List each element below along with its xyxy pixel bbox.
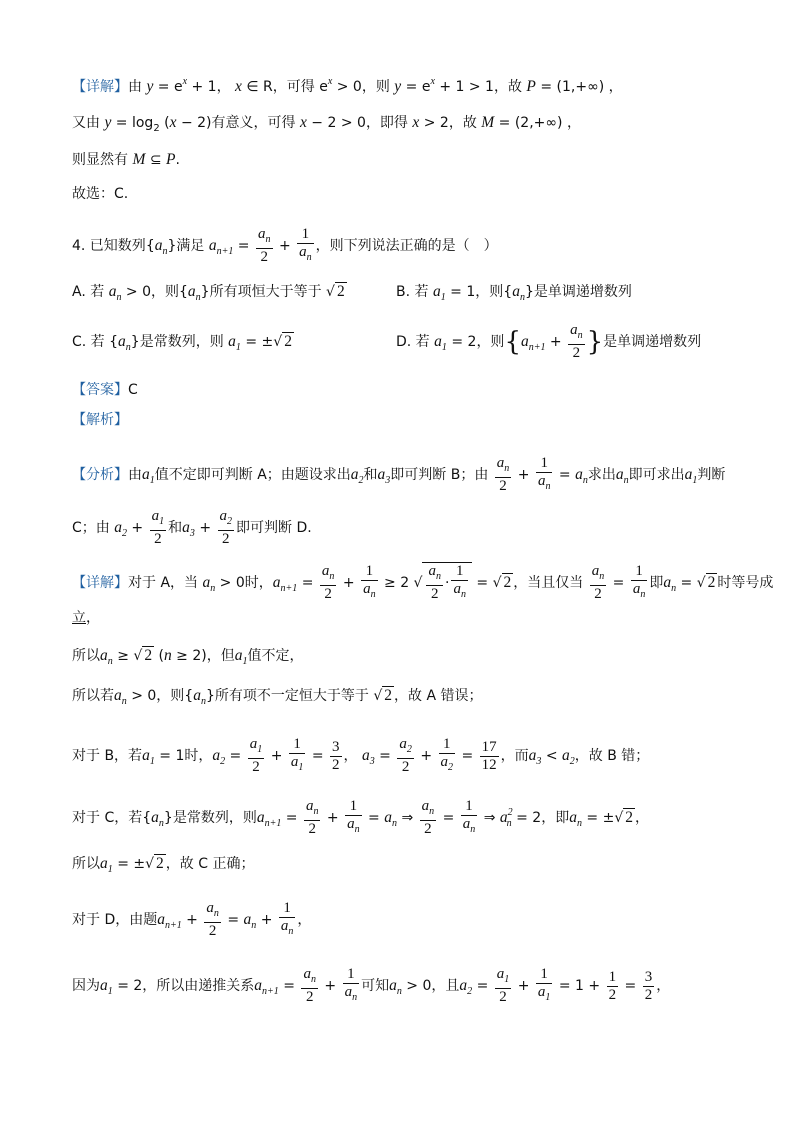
- option-b: B. 若 $a_1 = 1$，则$\{a_n\}$是单调递增数列: [396, 283, 632, 303]
- option-d: D. 若 $a_1 = 2$，则{$a_{n+1}$ + $\frac{a_n}{2}$ }是单调递增数列: [396, 322, 702, 361]
- detail-line-1: 【详解】由 $y = e^x + 1$， x ∈ R，可得 $e^x > 0$，则 $y = e^x + 1 > 1$，故 P = (1,+∞) ，: [72, 76, 623, 95]
- analysis-tag-line: [72, 410, 128, 430]
- detail-a-line: 【详解】对于 A，当 $a_n > 0$时，$a_{n+1}$ = $\frac{a_n}{2}$ + $\frac{1}{a_n}$ ≥ 2 √ $\frac{a_n}{2}$ · $\frac{1}{a_n}$ = √ 2 ，当且仅当 $\frac{a_n}{2}$ = $\frac{1}{a_n}$ 即$a_n$ = √ 2 时等号成: [72, 563, 774, 602]
- analysis-line-1: 【分析】由$a_1$值不定即可判断 A；由题设求出$a_2$和$a_3$即可判断 B；由 $\frac{a_n}{2}$ + $\frac{1}{a_n}$ = $a_n$求出$a_n$即可求出$a_1$判断: [72, 455, 726, 494]
- option-c: C. 若 $\{a_n\}$是常数列，则 $a_1$ = ±√ 2: [72, 333, 292, 353]
- detail-line-4: 所以若$a_n > 0$，则$\{a_n\}$所有项不一定恒大于等于 √ 2 ，故 A 错误；: [72, 687, 483, 707]
- detail-c-line: 对于 C，若$\{a_n\}$是常数列，则$a_{n+1}$ = $\frac{a_n}{2}$ + $\frac{1}{a_n}$ = $a_n$ ⇒ $\frac{a_n}{2}$ = $\frac{1}{a_n}$ ⇒ $a^2_n = 2$，即$a_n$ = ±√ 2 ，: [72, 798, 650, 837]
- detail-line-li: 立，: [72, 610, 100, 626]
- option-a: A. 若 $a_n > 0$，则$\{a_n\}$所有项恒大于等于 √ 2: [72, 283, 345, 303]
- detail-line-3b: 所以$a_n$ ≥ √ 2 (n ≥ 2)，但$a_1$值不定，: [72, 647, 304, 667]
- detail-d-line-2: 因为$a_1 = 2$，所以由递推关系$a_{n+1}$ = $\frac{a_n}{2}$ + $\frac{1}{a_n}$ 可知$a_n > 0$，且$a_2$ = $\frac{a_1}{2}$ + $\frac{1}{a_1}$ = 1 + $\frac{1}{2}$ = $\frac{3}{2}$ ，: [72, 966, 671, 1005]
- answer-tag: 【答案】: [72, 382, 128, 398]
- detail-tag: 【详解】: [72, 79, 128, 95]
- answer-line: [72, 380, 138, 400]
- analysis-line-2: C；由 $a_2$ + $\frac{a_1}{2}$ 和$a_3$ + $\frac{a_2}{2}$ 即可判断 D.: [72, 508, 312, 547]
- detail-b-line: 对于 B，若$a_1 = 1$时，$a_2$ = $\frac{a_1}{2}$ + $\frac{1}{a_1}$ = $\frac{3}{2}$ ， $a_3$ = $\frac{a_2}{2}$ + $\frac{1}{a_2}$ = $\frac{17}{12}$ ，而$a_3 < a_2$，故 B 错；: [72, 736, 650, 775]
- detail-line-2: 又由 $y = \log_2 (x - 2)$有意义，可得 x − 2 > 0，即得 x > 2，故 M = (2,+∞) ，: [72, 114, 581, 134]
- analysis-tag: 【解析】: [72, 412, 128, 428]
- detail-d-line: 对于 D，由题$a_{n+1}$ + $\frac{a_n}{2}$ = $a_n$ + $\frac{1}{a_n}$ ，: [72, 900, 312, 939]
- detail-c-conclusion: 所以$a_1$ = ±√ 2 ，故 C 正确；: [72, 855, 255, 875]
- question-4: 4. 已知数列$\{a_n\}$满足 $a_{n+1}$ = $\frac{a_n}{2}$ + $\frac{1}{a_n}$ ，则下列说法正确的是（ ）: [72, 226, 498, 265]
- detail-line-3: 则显然有 M ⊆ P.: [72, 151, 180, 168]
- choice-line: 故选：C.: [72, 186, 129, 202]
- answer-value: C: [128, 382, 138, 398]
